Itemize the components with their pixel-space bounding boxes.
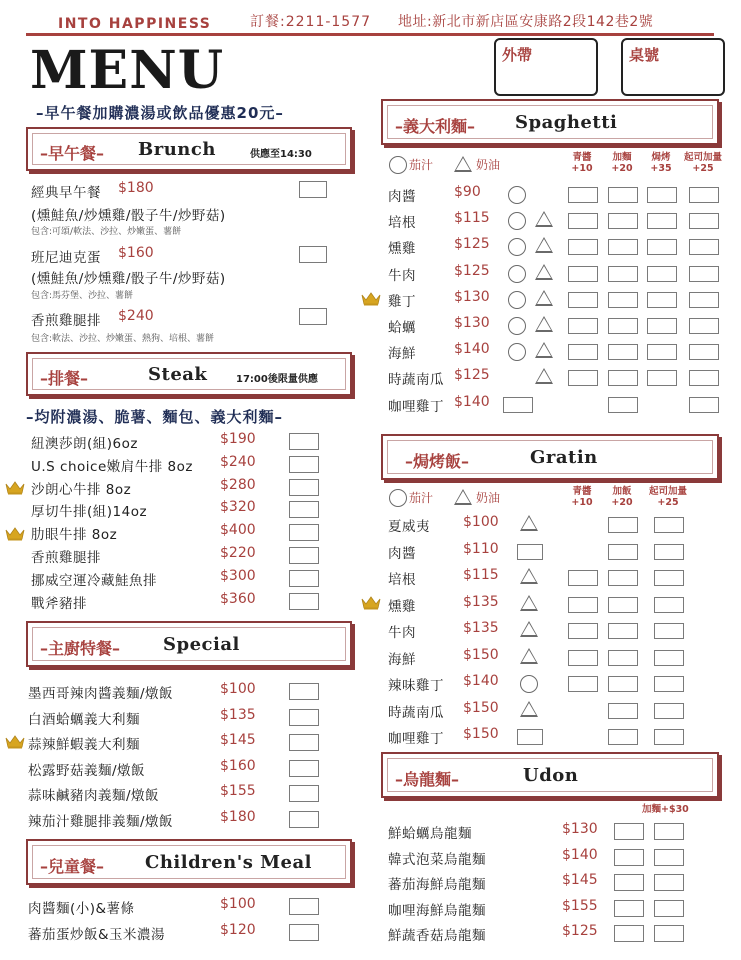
steak-note: 17:00後限量供應 <box>236 374 318 385</box>
special-item-name: 辣茄汁雞腿排義麵/燉飯 <box>28 813 174 830</box>
tomato-legend-label: 茄汁 <box>409 491 434 505</box>
cream-option-icon[interactable] <box>520 621 538 637</box>
addon-checkbox[interactable] <box>647 344 677 360</box>
steak-item-name: 戰斧豬排 <box>31 595 87 612</box>
udon-title-en: Udon <box>523 765 579 786</box>
tomato-option-icon[interactable] <box>508 317 526 335</box>
addon-checkbox[interactable] <box>654 874 684 891</box>
special-title-en: Special <box>163 634 240 655</box>
brunch-title-zh: –早午餐– <box>40 144 105 163</box>
udon-item-name: 韓式泡菜烏龍麵 <box>388 851 486 868</box>
page-title: MENU <box>30 40 225 101</box>
order-phone: 訂餐:2211-1577 <box>250 14 372 30</box>
addon-checkbox[interactable] <box>568 650 598 666</box>
tomato-legend-label: 茄汁 <box>409 158 434 172</box>
spaghetti-item-name: 咖哩雞丁 <box>388 398 444 415</box>
cream-option-icon[interactable] <box>535 211 553 227</box>
gratin-item-name: 辣味雞丁 <box>388 678 444 694</box>
cream-option-icon[interactable] <box>535 264 553 280</box>
spaghetti-header <box>381 99 719 145</box>
table-number-label: 桌號 <box>629 46 660 64</box>
special-item-name: 蒜辣鮮蝦義大利麵 <box>28 737 140 753</box>
spaghetti-item-name: 牛肉 <box>388 267 416 284</box>
order-checkbox[interactable] <box>614 849 644 866</box>
gratin-item-name: 培根 <box>388 572 416 588</box>
order-checkbox[interactable] <box>517 544 543 560</box>
gratin-item-price: $115 <box>463 567 499 583</box>
spaghetti-item-price: $125 <box>454 367 490 384</box>
spaghetti-item-price: $125 <box>454 236 490 253</box>
steak-item-price: $360 <box>220 590 256 607</box>
brunch-note: 供應至14:30 <box>250 149 312 160</box>
tomato-option-icon[interactable] <box>508 238 526 256</box>
spaghetti-title-en: Spaghetti <box>515 112 618 133</box>
spaghetti-item-price: $140 <box>454 341 490 358</box>
special-item-price: $135 <box>220 706 256 723</box>
addon-checkbox[interactable] <box>654 925 684 942</box>
brunch-item-includes: 包含:軟法、沙拉、炒嫩蛋、熱狗、培根、薯餅 <box>31 334 215 344</box>
gratin-item-name: 時蔬南瓜 <box>388 704 444 721</box>
addon-checkbox[interactable] <box>608 703 638 719</box>
addon-checkbox[interactable] <box>608 597 638 613</box>
gratin-item-name: 燻雞 <box>388 598 416 615</box>
gratin-addon-label: 起司加量 +25 <box>648 486 687 508</box>
cream-legend-label: 奶油 <box>476 491 501 505</box>
steak-title-zh: –排餐– <box>40 369 89 388</box>
steak-item-price: $240 <box>220 453 256 470</box>
spaghetti-addon-label: 起司加量 +25 <box>683 152 722 174</box>
order-checkbox[interactable] <box>289 734 319 751</box>
tomato-option-icon[interactable] <box>508 186 526 204</box>
addon-checkbox[interactable] <box>654 570 684 586</box>
brunch-item-price: $180 <box>118 180 154 196</box>
spaghetti-item-name: 燻雞 <box>388 241 416 258</box>
steak-item-price: $190 <box>220 431 256 447</box>
addon-checkbox[interactable] <box>568 187 598 203</box>
brunch-header <box>26 127 352 171</box>
steak-subtitle: –均附濃湯、脆薯、麵包、義大利麵– <box>26 408 284 426</box>
addon-checkbox[interactable] <box>568 623 598 639</box>
udon-item-name: 鮮蔬香菇烏龍麵 <box>388 928 486 944</box>
gratin-item-price: $150 <box>463 699 499 716</box>
tomato-legend-icon <box>389 156 407 174</box>
gratin-item-price: $110 <box>463 540 499 557</box>
addon-checkbox[interactable] <box>608 344 638 360</box>
brunch-item-desc: (燻鮭魚/炒燻雞/骰子牛/炒野菇) <box>31 208 226 224</box>
udon-item-price: $145 <box>562 872 598 888</box>
gratin-addon-label: 加飯 +20 <box>611 486 633 508</box>
addon-checkbox[interactable] <box>654 849 684 866</box>
addon-checkbox[interactable] <box>689 292 719 308</box>
tomato-option-icon[interactable] <box>520 675 538 693</box>
tomato-option-icon[interactable] <box>508 343 526 361</box>
steak-item-price: $280 <box>220 476 256 493</box>
udon-item-name: 鮮蛤蠣烏龍麵 <box>388 826 472 842</box>
gratin-item-price: $100 <box>463 514 499 530</box>
order-checkbox[interactable] <box>289 811 319 828</box>
cream-option-icon[interactable] <box>535 342 553 358</box>
gratin-item-price: $150 <box>463 726 499 742</box>
spaghetti-item-price: $115 <box>454 210 490 227</box>
addon-checkbox[interactable] <box>568 213 598 229</box>
order-checkbox[interactable] <box>299 246 327 263</box>
spaghetti-item-name: 肉醬 <box>388 189 416 205</box>
addon-checkbox[interactable] <box>608 544 638 560</box>
tomato-option-icon[interactable] <box>508 291 526 309</box>
cream-legend-label: 奶油 <box>476 158 501 172</box>
addon-checkbox[interactable] <box>689 344 719 360</box>
order-checkbox[interactable] <box>299 308 327 325</box>
order-checkbox[interactable] <box>299 181 327 198</box>
addon-checkbox[interactable] <box>647 370 677 386</box>
tomato-option-icon[interactable] <box>508 265 526 283</box>
udon-item-price: $140 <box>562 846 598 863</box>
addon-checkbox[interactable] <box>568 266 598 282</box>
crown-icon <box>5 526 25 540</box>
addon-checkbox[interactable] <box>654 650 684 666</box>
spaghetti-item-name: 培根 <box>388 215 416 232</box>
addon-checkbox[interactable] <box>568 570 598 586</box>
special-item-price: $145 <box>220 732 256 748</box>
special-item-name: 蒜味鹹豬肉義麵/燉飯 <box>28 788 160 804</box>
addon-checkbox[interactable] <box>608 570 638 586</box>
gratin-item-name: 咖哩雞丁 <box>388 731 444 747</box>
udon-item-price: $130 <box>562 821 598 837</box>
brunch-item-includes: 包含:馬芬堡、沙拉、薯餅 <box>31 291 134 301</box>
gratin-item-name: 夏威夷 <box>388 519 430 535</box>
spaghetti-title-zh: –義大利麵– <box>395 117 476 136</box>
addon-checkbox[interactable] <box>608 676 638 692</box>
special-item-price: $180 <box>220 808 256 825</box>
brunch-item-name: 經典早午餐 <box>31 185 101 201</box>
udon-item-price: $125 <box>562 923 598 939</box>
spaghetti-item-price: $130 <box>454 288 490 305</box>
address: 地址:新北市新店區安康路2段142巷2號 <box>398 14 654 30</box>
special-item-price: $160 <box>220 757 256 774</box>
brand-name: INTO HAPPINESS <box>58 16 212 32</box>
udon-header <box>381 752 719 798</box>
special-item-name: 松露野菇義麵/燉飯 <box>28 762 146 779</box>
order-checkbox[interactable] <box>289 433 319 450</box>
special-item-price: $155 <box>220 783 256 799</box>
brunch-promo: –早午餐加購濃湯或飲品優惠20元– <box>36 104 284 122</box>
spaghetti-item-name: 蛤蠣 <box>388 320 416 336</box>
addon-checkbox[interactable] <box>608 187 638 203</box>
addon-checkbox[interactable] <box>568 676 598 692</box>
header-rule <box>26 33 714 36</box>
special-item-price: $100 <box>220 681 256 697</box>
addon-checkbox[interactable] <box>654 623 684 639</box>
steak-item-price: $400 <box>220 522 256 539</box>
addon-checkbox[interactable] <box>608 517 638 533</box>
spaghetti-item-price: $140 <box>454 393 490 410</box>
gratin-item-price: $135 <box>463 620 499 636</box>
order-checkbox[interactable] <box>289 709 319 726</box>
gratin-item-price: $150 <box>463 646 499 663</box>
gratin-addon-label: 青醬 +10 <box>571 486 593 508</box>
spaghetti-addon-label: 焗烤 +35 <box>650 152 672 174</box>
steak-item-name: 厚切牛排(組)14oz <box>31 504 148 521</box>
cream-option-icon[interactable] <box>520 568 538 584</box>
addon-checkbox[interactable] <box>689 318 719 334</box>
crown-icon <box>5 734 25 748</box>
takeout-label: 外帶 <box>502 46 533 64</box>
udon-item-name: 蕃茄海鮮烏龍麵 <box>388 877 486 893</box>
addon-checkbox[interactable] <box>608 370 638 386</box>
order-checkbox[interactable] <box>289 760 319 777</box>
cream-option-icon[interactable] <box>520 648 538 664</box>
addon-checkbox[interactable] <box>608 650 638 666</box>
steak-item-name: 挪威空運冷藏鮭魚排 <box>31 572 157 589</box>
addon-checkbox[interactable] <box>647 318 677 334</box>
steak-item-name: 肋眼牛排 8oz <box>31 527 118 544</box>
cream-legend-icon <box>454 156 472 172</box>
cream-option-icon[interactable] <box>520 515 538 531</box>
kids-header <box>26 839 352 885</box>
addon-checkbox[interactable] <box>647 239 677 255</box>
steak-item-name: 香煎雞腿排 <box>31 550 101 566</box>
kids-item-name: 蕃茄蛋炒飯&玉米濃湯 <box>28 927 166 943</box>
udon-addon-header: 加麵+$30 <box>642 804 689 815</box>
order-checkbox[interactable] <box>289 924 319 941</box>
gratin-title-en: Gratin <box>530 447 598 468</box>
spaghetti-item-price: $90 <box>454 184 481 200</box>
order-checkbox[interactable] <box>289 547 319 564</box>
addon-checkbox[interactable] <box>608 623 638 639</box>
addon-checkbox[interactable] <box>689 266 719 282</box>
udon-item-price: $155 <box>562 897 598 914</box>
special-item-name: 白酒蛤蠣義大利麵 <box>28 711 140 728</box>
kids-title-en: Children's Meal <box>145 852 312 873</box>
addon-checkbox[interactable] <box>689 239 719 255</box>
addon-checkbox[interactable] <box>608 729 638 745</box>
brunch-item-name: 香煎雞腿排 <box>31 313 101 329</box>
gratin-header <box>381 434 719 480</box>
spaghetti-addon-label: 加麵 +20 <box>611 152 633 174</box>
cream-option-icon[interactable] <box>535 290 553 306</box>
order-checkbox[interactable] <box>289 593 319 610</box>
brunch-title-en: Brunch <box>138 139 216 160</box>
tomato-legend-icon <box>389 489 407 507</box>
addon-checkbox[interactable] <box>608 213 638 229</box>
order-checkbox[interactable] <box>614 925 644 942</box>
addon-checkbox[interactable] <box>654 703 684 719</box>
addon-checkbox[interactable] <box>654 729 684 745</box>
addon-checkbox[interactable] <box>654 544 684 560</box>
cream-legend-icon <box>454 489 472 505</box>
steak-item-price: $220 <box>220 545 256 561</box>
order-checkbox[interactable] <box>503 397 533 413</box>
brunch-item-name: 班尼迪克蛋 <box>31 250 101 266</box>
addon-checkbox[interactable] <box>654 597 684 613</box>
steak-item-name: U.S choice嫩肩牛排 8oz <box>31 458 193 475</box>
spaghetti-item-name: 雞丁 <box>388 293 416 310</box>
spaghetti-item-name: 時蔬南瓜 <box>388 372 444 389</box>
addon-checkbox[interactable] <box>568 318 598 334</box>
order-checkbox[interactable] <box>289 570 319 587</box>
addon-checkbox[interactable] <box>654 823 684 840</box>
tomato-option-icon[interactable] <box>508 212 526 230</box>
addon-checkbox[interactable] <box>568 344 598 360</box>
addon-checkbox[interactable] <box>689 213 719 229</box>
steak-header <box>26 352 352 396</box>
addon-checkbox[interactable] <box>608 239 638 255</box>
table-number-box[interactable] <box>621 38 725 96</box>
steak-title-en: Steak <box>148 364 208 385</box>
addon-checkbox[interactable] <box>654 676 684 692</box>
order-checkbox[interactable] <box>289 898 319 915</box>
order-checkbox[interactable] <box>614 874 644 891</box>
order-checkbox[interactable] <box>289 785 319 802</box>
addon-checkbox[interactable] <box>689 397 719 413</box>
crown-icon <box>5 480 25 494</box>
steak-item-price: $320 <box>220 499 256 516</box>
addon-checkbox[interactable] <box>689 370 719 386</box>
addon-checkbox[interactable] <box>647 266 677 282</box>
addon-checkbox[interactable] <box>647 187 677 203</box>
order-checkbox[interactable] <box>289 683 319 700</box>
steak-item-name: 紐澳莎朗(組)6oz <box>31 436 138 452</box>
spaghetti-item-price: $125 <box>454 262 490 279</box>
kids-title-zh: –兒童餐– <box>40 857 105 876</box>
udon-item-name: 咖哩海鮮烏龍麵 <box>388 902 486 919</box>
order-checkbox[interactable] <box>614 823 644 840</box>
addon-checkbox[interactable] <box>654 900 684 917</box>
crown-icon <box>361 291 381 305</box>
addon-checkbox[interactable] <box>568 239 598 255</box>
special-item-name: 墨西哥辣肉醬義麵/燉飯 <box>28 686 174 702</box>
addon-checkbox[interactable] <box>608 397 638 413</box>
spaghetti-item-name: 海鮮 <box>388 346 416 363</box>
steak-item-price: $300 <box>220 567 256 584</box>
spaghetti-addon-label: 青醬 +10 <box>571 152 593 174</box>
addon-checkbox[interactable] <box>654 517 684 533</box>
gratin-item-name: 海鮮 <box>388 651 416 668</box>
spaghetti-item-price: $130 <box>454 315 490 331</box>
brunch-item-desc: (燻鮭魚/炒燻雞/骰子牛/炒野菇) <box>31 271 226 287</box>
cream-option-icon[interactable] <box>535 368 553 384</box>
brunch-item-price: $160 <box>118 245 154 261</box>
addon-checkbox[interactable] <box>689 187 719 203</box>
cream-option-icon[interactable] <box>520 595 538 611</box>
addon-checkbox[interactable] <box>608 266 638 282</box>
special-title-zh: –主廚特餐– <box>40 639 121 658</box>
order-checkbox[interactable] <box>289 456 319 473</box>
order-checkbox[interactable] <box>289 524 319 541</box>
addon-checkbox[interactable] <box>568 597 598 613</box>
addon-checkbox[interactable] <box>608 318 638 334</box>
kids-item-price: $100 <box>220 896 256 912</box>
addon-checkbox[interactable] <box>568 292 598 308</box>
gratin-item-name: 肉醬 <box>388 545 416 562</box>
kids-item-price: $120 <box>220 922 256 938</box>
udon-title-zh: –烏龍麵– <box>395 770 460 789</box>
cream-option-icon[interactable] <box>535 316 553 332</box>
addon-checkbox[interactable] <box>568 370 598 386</box>
steak-item-name: 沙朗心牛排 8oz <box>31 481 132 498</box>
special-header <box>26 621 352 667</box>
addon-checkbox[interactable] <box>608 292 638 308</box>
takeout-box[interactable] <box>494 38 598 96</box>
order-checkbox[interactable] <box>289 501 319 518</box>
brunch-item-includes: 包含:可頌/軟法、沙拉、炒嫩蛋、薯餅 <box>31 227 182 237</box>
cream-option-icon[interactable] <box>520 701 538 717</box>
order-checkbox[interactable] <box>517 729 543 745</box>
cream-option-icon[interactable] <box>535 237 553 253</box>
gratin-item-price: $135 <box>463 593 499 610</box>
brunch-item-price: $240 <box>118 308 154 324</box>
kids-item-name: 肉醬麵(小)&薯條 <box>28 901 135 917</box>
order-checkbox[interactable] <box>614 900 644 917</box>
crown-icon <box>361 595 381 609</box>
order-checkbox[interactable] <box>289 479 319 496</box>
addon-checkbox[interactable] <box>647 213 677 229</box>
gratin-title-zh: –焗烤飯– <box>405 452 470 471</box>
gratin-item-name: 牛肉 <box>388 625 416 641</box>
gratin-item-price: $140 <box>463 673 499 689</box>
addon-checkbox[interactable] <box>647 292 677 308</box>
